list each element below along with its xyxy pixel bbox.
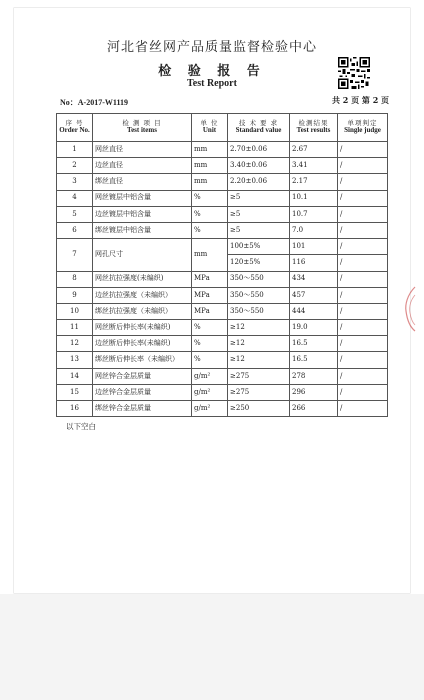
test-item: 绑丝镀层中铝含量	[93, 222, 192, 238]
order-no: 1	[57, 142, 93, 158]
order-no: 15	[57, 384, 93, 400]
standard-value: ≥250	[228, 401, 290, 417]
table-row	[57, 303, 388, 319]
unit: mm	[192, 174, 228, 190]
unit: %	[192, 190, 228, 206]
unit: MPa	[192, 303, 228, 319]
standard-value: 2.20±0.06	[228, 174, 290, 190]
table-header-row	[57, 114, 388, 142]
order-no: 13	[57, 352, 93, 368]
test-item: 网丝直径	[93, 142, 192, 158]
single-judge: /	[338, 320, 388, 336]
test-item: 边丝直径	[93, 158, 192, 174]
blank-below-note: 以下空白	[66, 422, 96, 431]
test-result: 19.0	[290, 320, 338, 336]
institution-name: 河北省丝网产品质量监督检验中心	[106, 40, 317, 55]
test-item: 绑丝直径	[93, 174, 192, 190]
single-judge: /	[338, 336, 388, 352]
test-item: 边丝镀层中铝含量	[93, 206, 192, 222]
table-row	[57, 352, 388, 368]
standard-value: 120±5%	[228, 255, 290, 271]
single-judge: /	[338, 352, 388, 368]
table-row	[57, 401, 388, 417]
test-result: 2.17	[290, 174, 338, 190]
test-results-table	[56, 113, 388, 417]
single-judge: /	[338, 239, 388, 255]
test-result: 266	[290, 401, 338, 417]
table-row	[57, 239, 388, 255]
test-result: 444	[290, 303, 338, 319]
unit: MPa	[192, 287, 228, 303]
test-item: 绑丝锌合金层质量	[93, 401, 192, 417]
table-row	[57, 206, 388, 222]
test-result: 10.1	[290, 190, 338, 206]
single-judge: /	[338, 222, 388, 238]
single-judge: /	[338, 303, 388, 319]
table-row	[57, 320, 388, 336]
single-judge: /	[338, 255, 388, 271]
order-no: 7	[57, 239, 93, 271]
table-row	[57, 222, 388, 238]
unit: %	[192, 352, 228, 368]
test-result: 116	[290, 255, 338, 271]
standard-value: 350～550	[228, 287, 290, 303]
standard-value: ≥5	[228, 190, 290, 206]
test-item: 绑丝断后伸长率（未编织）	[93, 352, 192, 368]
order-no: 14	[57, 368, 93, 384]
unit: g/m²	[192, 401, 228, 417]
column-header-unit: 单 位 Unit	[192, 114, 228, 142]
standard-value: ≥12	[228, 336, 290, 352]
test-item: 边丝抗拉强度（未编织）	[93, 287, 192, 303]
test-result: 434	[290, 271, 338, 287]
order-no: 16	[57, 401, 93, 417]
test-result: 457	[290, 287, 338, 303]
test-result: 16.5	[290, 352, 338, 368]
order-no: 11	[57, 320, 93, 336]
table-row	[57, 384, 388, 400]
standard-value: 350～550	[228, 303, 290, 319]
order-no: 2	[57, 158, 93, 174]
single-judge: /	[338, 384, 388, 400]
order-no: 3	[57, 174, 93, 190]
unit: mm	[192, 142, 228, 158]
test-item: 网丝锌合金层质量	[93, 368, 192, 384]
test-item: 边丝断后伸长率(未编织)	[93, 336, 192, 352]
standard-value: ≥5	[228, 206, 290, 222]
test-result: 3.41	[290, 158, 338, 174]
table-row	[57, 336, 388, 352]
column-header-standard-value: 技 术 要 求 Standard value	[228, 114, 290, 142]
report-title-zh: 检 验 报 告	[158, 64, 266, 79]
test-item: 边丝锌合金层质量	[93, 384, 192, 400]
order-no: 6	[57, 222, 93, 238]
table-row	[57, 287, 388, 303]
column-header-order-no: 序 号 Order No.	[57, 114, 93, 142]
test-result: 101	[290, 239, 338, 255]
single-judge: /	[338, 401, 388, 417]
table-row	[57, 158, 388, 174]
table-row	[57, 142, 388, 158]
single-judge: /	[338, 174, 388, 190]
column-header-single-judge: 单项判定 Single judge	[338, 114, 388, 142]
single-judge: /	[338, 271, 388, 287]
page-background-bottom	[0, 594, 424, 700]
single-judge: /	[338, 206, 388, 222]
table-row	[57, 174, 388, 190]
single-judge: /	[338, 142, 388, 158]
test-result: 296	[290, 384, 338, 400]
unit: g/m²	[192, 368, 228, 384]
standard-value: ≥12	[228, 352, 290, 368]
order-no: 9	[57, 287, 93, 303]
red-seal-stamp-fragment	[404, 285, 416, 333]
test-result: 2.67	[290, 142, 338, 158]
test-item: 网孔尺寸	[93, 239, 192, 271]
single-judge: /	[338, 368, 388, 384]
table-row	[57, 368, 388, 384]
order-no: 12	[57, 336, 93, 352]
single-judge: /	[338, 190, 388, 206]
standard-value: 2.70±0.06	[228, 142, 290, 158]
unit: %	[192, 222, 228, 238]
standard-value: 100±5%	[228, 239, 290, 255]
test-result: 278	[290, 368, 338, 384]
standard-value: ≥5	[228, 222, 290, 238]
column-header-test-results: 检测结果 Test results	[290, 114, 338, 142]
unit: mm	[192, 158, 228, 174]
order-no: 4	[57, 190, 93, 206]
order-no: 5	[57, 206, 93, 222]
test-result: 7.0	[290, 222, 338, 238]
standard-value: ≥12	[228, 320, 290, 336]
single-judge: /	[338, 158, 388, 174]
test-result: 10.7	[290, 206, 338, 222]
report-number: No：A-2017-W1119	[60, 98, 128, 107]
table-row	[57, 271, 388, 287]
order-no: 8	[57, 271, 93, 287]
unit: %	[192, 320, 228, 336]
unit: mm	[192, 239, 228, 271]
unit: MPa	[192, 271, 228, 287]
unit: %	[192, 336, 228, 352]
standard-value: ≥275	[228, 368, 290, 384]
test-item: 网丝抗拉强度(未编织)	[93, 271, 192, 287]
page-count: 共 2 页 第 2 页	[332, 95, 390, 105]
test-item: 网丝镀层中铝含量	[93, 190, 192, 206]
standard-value: 350～550	[228, 271, 290, 287]
standard-value: ≥275	[228, 384, 290, 400]
test-result: 16.5	[290, 336, 338, 352]
column-header-test-items: 检 测 项 目 Test items	[93, 114, 192, 142]
report-title-en: Test Report	[187, 78, 237, 89]
test-item: 绑丝抗拉强度（未编织）	[93, 303, 192, 319]
standard-value: 3.40±0.06	[228, 158, 290, 174]
table-row	[57, 190, 388, 206]
unit: g/m²	[192, 384, 228, 400]
unit: %	[192, 206, 228, 222]
qr-code-icon	[338, 57, 370, 89]
order-no: 10	[57, 303, 93, 319]
test-item: 网丝断后伸长率(未编织)	[93, 320, 192, 336]
single-judge: /	[338, 287, 388, 303]
